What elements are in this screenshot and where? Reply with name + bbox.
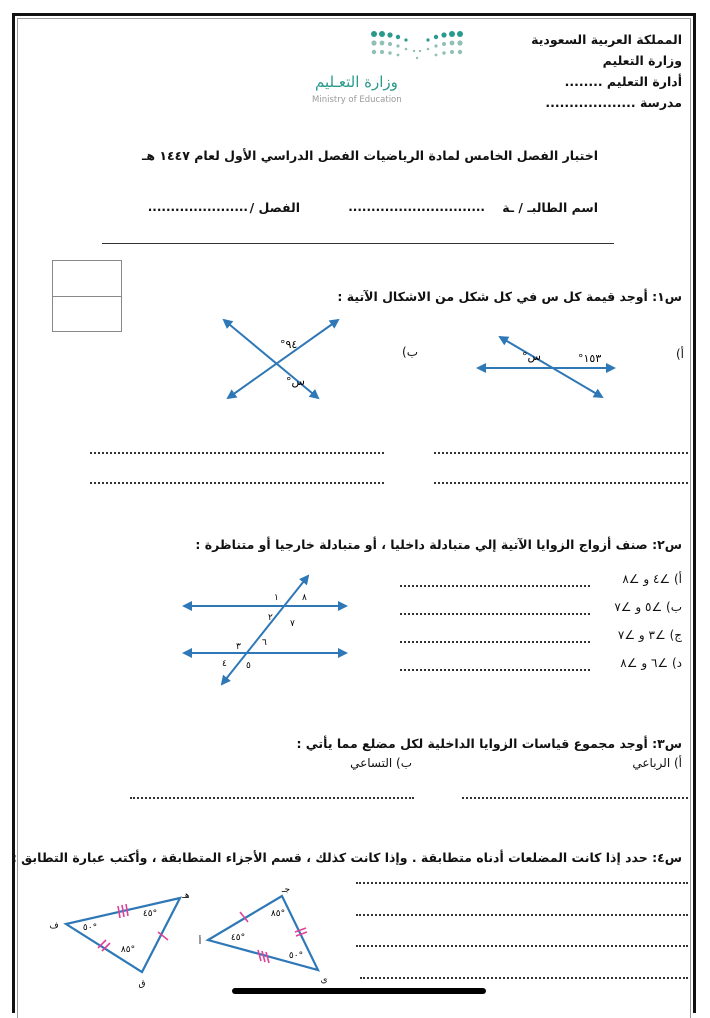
question-3-text: س٣: أوجد مجموع قياسات الزوايا الداخلية لكل مضلع مما يأتي : (296, 736, 682, 751)
class-field[interactable]: ...................... (147, 200, 248, 214)
angle-label-4: ٤ (222, 659, 227, 669)
exam-title: اختبار الفصل الخامس لمادة الرياضيات الفصل الدراسي الأول لعام ١٤٤٧ هـ (142, 148, 598, 163)
ministry-logo-dots (368, 28, 478, 66)
q1-figure-a (470, 325, 620, 400)
angle-label: ٨٥° (270, 909, 286, 919)
angle-label: ٤٥° (230, 933, 246, 943)
angle-label-known: ١٥٣° (578, 352, 602, 365)
line-2 (228, 320, 338, 398)
angle-label-5: ٥ (246, 661, 251, 671)
q4-triangle-1 (196, 860, 336, 984)
q1-figure-b (218, 312, 343, 404)
ministry-logo-arabic: وزارة التعـليم (315, 73, 398, 91)
angle-label: ٥٠° (82, 923, 98, 933)
q2-answer-c[interactable] (400, 641, 590, 643)
grade-box (52, 260, 122, 332)
q1-answer-b-line-2[interactable] (90, 482, 384, 484)
q3-answer-b[interactable] (130, 797, 414, 799)
q2-answer-a[interactable] (400, 585, 590, 587)
q2-item-d: د) ∠٦ و ∠٨ (620, 656, 682, 670)
header-ministry: وزارة التعليم (602, 53, 682, 68)
angle-label-unknown: س° (522, 350, 541, 363)
q1-answer-a-line-2[interactable] (434, 482, 688, 484)
q1-answer-a-line-1[interactable] (434, 452, 688, 454)
angle-label-known: ٩٤° (280, 338, 298, 351)
header-school: مدرسة ................... (545, 95, 682, 110)
q3-part-a: أ) الرباعي (632, 756, 682, 770)
transversal (222, 576, 308, 684)
angle-label: ٥٠° (288, 951, 304, 961)
angle-label-7: ٧ (290, 619, 295, 629)
angle-label-3: ٣ (236, 642, 241, 652)
header-administration: أدارة التعليم ........ (564, 74, 682, 89)
angle-label-6: ٦ (262, 638, 267, 648)
vertex-label: جـ (281, 885, 291, 895)
q2-parallel-lines-figure (178, 570, 350, 688)
q4-triangle-2 (40, 870, 190, 988)
angle-label: ٨٥° (120, 945, 136, 955)
home-indicator-bar[interactable] (232, 988, 486, 994)
q1-answer-b-line-1[interactable] (90, 452, 384, 454)
question-1-text: س١: أوجد قيمة كل س في كل شكل من الاشكال الآتية : (337, 289, 682, 304)
vertex-label: هـ (182, 891, 190, 901)
angle-label-2: ٢ (268, 613, 273, 623)
angle-label-unknown: س° (286, 375, 305, 388)
q1-part-b-label: ب) (402, 345, 418, 359)
angle-label-1: ١ (274, 593, 279, 603)
q4-answer-line-3[interactable] (356, 945, 688, 947)
angle-label-8: ٨ (302, 593, 307, 603)
q3-answer-a[interactable] (462, 797, 688, 799)
question-4-text: س٤: حدد إذا كانت المضلعات أدناه متطابقة . وإذا كانت كذلك ، قسم الأجزاء المتطابقة ، وأكتب عبارة التطابق : (11, 850, 682, 865)
student-name-label: اسم الطالبـ / ـة (502, 200, 598, 215)
page-border-inner (17, 18, 691, 1018)
q2-item-a: أ) ∠٤ و ∠٨ (622, 572, 682, 586)
header-divider (102, 243, 614, 244)
vertex-label: أ (198, 937, 202, 947)
q2-answer-b[interactable] (400, 613, 590, 615)
vertex-label: ق (138, 979, 146, 988)
q3-part-b: ب) التساعي (350, 756, 412, 770)
vertex-label: ي (320, 975, 328, 984)
header-kingdom: المملكة العربية السعودية (531, 32, 682, 47)
question-2-text: س٢: صنف أزواج الزوايا الآتية إلي متبادلة داخليا ، أو متبادلة خارجيا أو متناظرة : (195, 537, 682, 552)
q2-item-b: ب) ∠٥ و ∠٧ (614, 600, 682, 614)
angle-label: ٤٥° (142, 909, 158, 919)
q4-answer-line-1[interactable] (356, 882, 688, 884)
student-name-field[interactable]: .............................. (348, 200, 485, 214)
q1-part-a-label: أ) (675, 347, 684, 361)
q2-item-c: ج) ∠٣ و ∠٧ (617, 628, 682, 642)
class-label: الفصل / (249, 200, 300, 215)
ministry-logo-english: Ministry of Education (312, 95, 402, 105)
q4-answer-line-4[interactable] (360, 977, 688, 979)
q2-answer-d[interactable] (400, 669, 590, 671)
q4-answer-line-2[interactable] (356, 914, 688, 916)
vertex-label: ف (49, 921, 59, 931)
